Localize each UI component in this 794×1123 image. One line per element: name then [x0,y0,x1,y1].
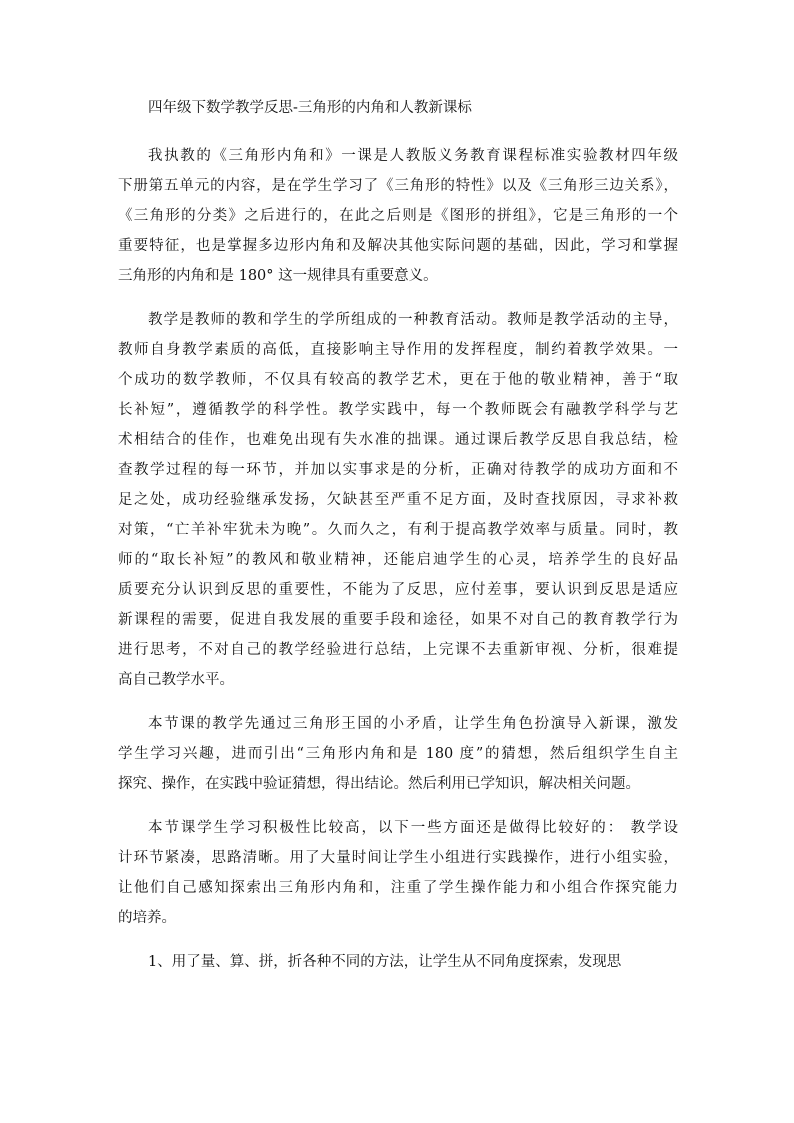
text-line: 《三角形的分类》之后进行的，在此之后则是《图形的拼组》，它是三角形的一个 [118,208,678,224]
text-line: 师的“取长补短”的教风和敬业精神，还能启迪学生的心灵，培养学生的良好品 [118,552,678,568]
text-line: 本节课的教学先通过三角形王国的小矛盾，让学生角色扮演导入新课，激发 [148,716,678,732]
text-line: 新课程的需要，促进自我发展的重要手段和途径，如果不对自己的教育教学行为 [118,612,678,628]
text-line: 计环节紧凑，思路清晰。用了大量时间让学生小组进行实践操作，进行小组实验， [118,850,678,866]
paragraph-5 [118,947,678,977]
document-body [118,93,678,991]
text-line: 查教学过程的每一环节，并加以实事求是的分析，正确对待教学的成功方面和不 [118,462,678,478]
text-line: 教师自身教学素质的高低，直接影响主导作用的发挥程度，制约着教学效果。一 [118,342,678,358]
text-line: 学生学习兴趣，进而引出“三角形内角和是 180 度”的猜想，然后组织学生自主 [118,746,678,762]
document-title: 四年级下数学教学反思-三角形的内角和人教新课标 [148,100,472,116]
text-line: 重要特征，也是掌握多边形内角和及解决其他实际问题的基础，因此，学习和掌握 [118,238,678,254]
text-line: 本节课学生学习积极性比较高，以下一些方面还是做得比较好的： 教学设 [148,820,678,836]
text-line: 长补短”，遵循教学的科学性。教学实践中，每一个教师既会有融教学科学与艺 [118,402,678,418]
text-line: 进行思考，不对自己的教学经验进行总结，上完课不去重新审视、分析，很难提 [118,642,678,658]
text-line: 三角形的内角和是 180° 这一规律具有重要意义。 [118,268,438,284]
text-line: 教学是教师的教和学生的学所组成的一种教育活动。教师是教学活动的主导， [148,312,678,328]
text-line: 的培养。 [118,910,176,926]
paragraph-2 [118,305,678,695]
text-line: 1、用了量、算、拼，折各种不同的方法，让学生从不同角度探索，发现思 [148,954,622,970]
text-line: 高自己教学水平。 [118,672,234,688]
text-line: 足之处，成功经验继承发扬，欠缺甚至严重不足方面，及时查找原因，寻求补救 [118,492,678,508]
text-line: 术相结合的佳作，也难免出现有失水准的拙课。通过课后教学反思自我总结，检 [118,432,678,448]
text-line: 对策，“亡羊补牢犹未为晚”。久而久之，有利于提高教学效率与质量。同时，教 [118,522,678,538]
paragraph-4 [118,813,678,933]
text-line: 质要充分认识到反思的重要性，不能为了反思，应付差事，要认识到反思是适应 [118,582,678,598]
text-line: 下册第五单元的内容，是在学生学习了《三角形的特性》以及《三角形三边关系》， [118,178,678,194]
text-line: 个成功的数学教师，不仅具有较高的教学艺术，更在于他的敬业精神，善于“取 [118,372,678,388]
paragraph-3 [118,709,678,799]
text-line: 让他们自己感知探索出三角形内角和，注重了学生操作能力和小组合作探究能力 [118,880,678,896]
text-line: 探究、操作，在实践中验证猜想，得出结论。然后利用已学知识，解决相关问题。 [118,776,640,792]
text-line: 我执教的《三角形内角和》一课是人教版义务教育课程标准实验教材四年级 [148,148,678,164]
paragraph-1 [118,141,678,291]
